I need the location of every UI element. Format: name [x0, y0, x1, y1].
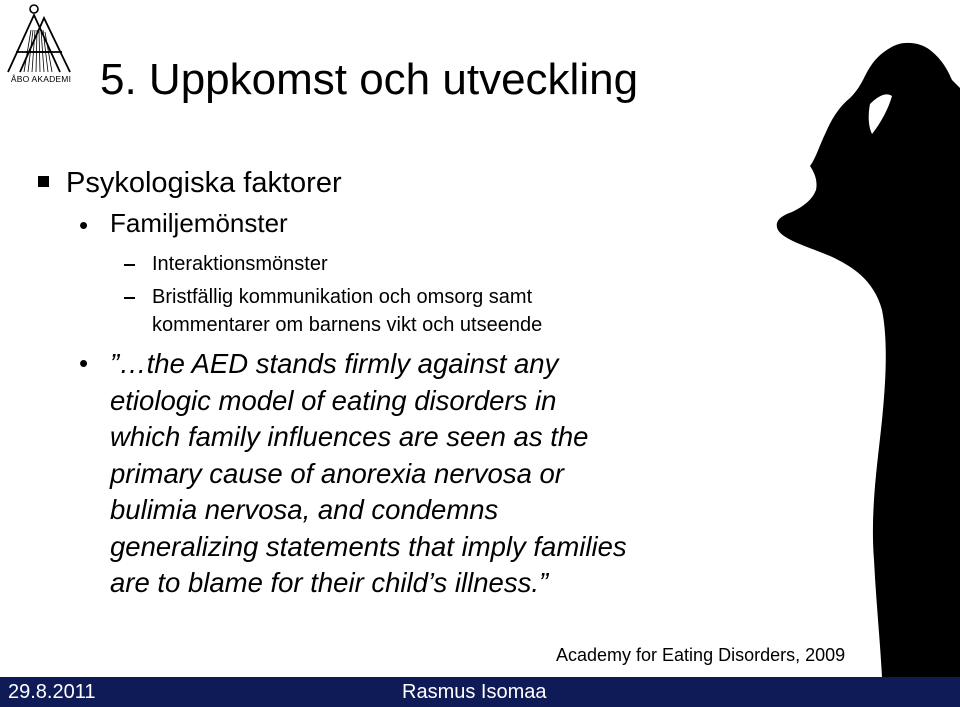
quote-line: bulimia nervosa, and condemns: [110, 494, 499, 525]
footer-author: Rasmus Isomaa: [402, 681, 547, 703]
quote-line: which family influences are seen as the: [110, 421, 589, 452]
footer-bar: [0, 677, 960, 707]
woman-silhouette-image: [770, 40, 960, 677]
quote-line: are to blame for their child’s illness.”: [110, 567, 549, 598]
quote-line: etiologic model of eating disorders in: [110, 384, 557, 416]
level3-item: Interaktionsmönster: [152, 253, 328, 275]
square-bullet-icon: [38, 176, 49, 187]
quote-line: primary cause of anorexia nervosa or: [110, 457, 564, 489]
footer-date: 29.8.2011: [8, 681, 96, 703]
logo-text: ÅBO AKADEMI: [10, 74, 72, 84]
quote-line: ”…the AED stands firmly against any: [110, 348, 559, 379]
logo-emblem-icon: [4, 2, 78, 76]
dot-bullet-icon: •: [79, 210, 89, 240]
slide-title: 5. Uppkomst och utveckling: [100, 55, 639, 104]
quote-line: generalizing statements that imply families: [110, 530, 627, 562]
level3-item-line1: Bristfällig kommunikation och omsorg samt: [152, 286, 533, 308]
quote-block: [110, 346, 750, 602]
level1-item: Psykologiska faktorer: [66, 167, 342, 199]
level3-item-line2: kommentarer om barnens vikt och utseende: [152, 314, 543, 336]
abo-akademi-logo: [4, 2, 78, 88]
dot-bullet-icon: •: [79, 348, 89, 378]
level2-item: Familjemönster: [110, 208, 288, 238]
citation: Academy for Eating Disorders, 2009: [556, 645, 846, 665]
dash-bullet-icon: [124, 264, 135, 266]
dash-bullet-icon: [124, 297, 135, 299]
